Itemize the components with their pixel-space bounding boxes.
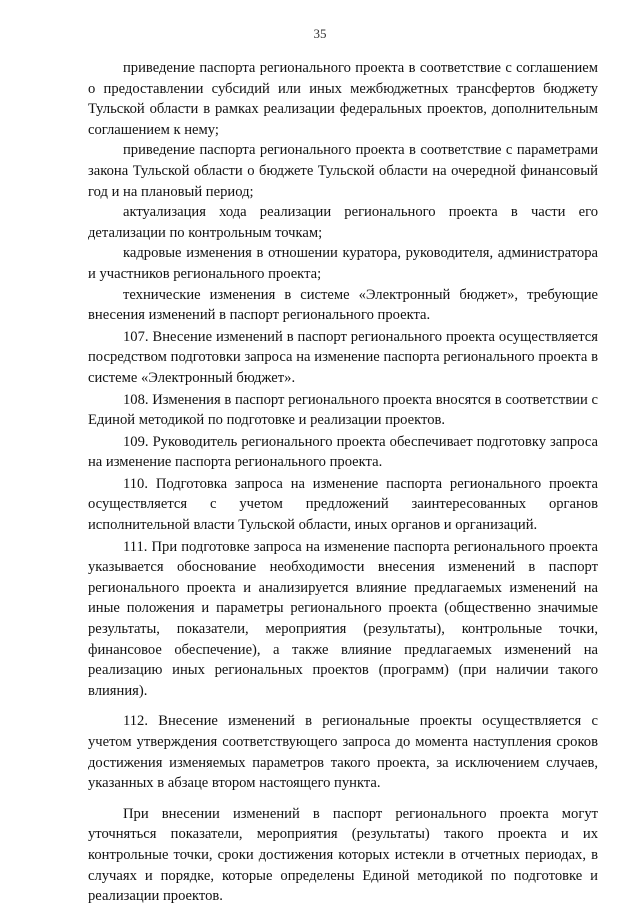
paragraph-112-part-2: При внесении изменений в паспорт регионального проекта могут уточняться показатели, мероприятия (результаты) такого проекта и их контрольные точки, сроки достижения которых истекли в отчетных периодах, в случаях и порядке, которые определены Единой методикой по подготовке и реализации проектов. <box>88 805 598 905</box>
paragraph-list-item-5: технические изменения в системе «Электронный бюджет», требующие внесения изменений в паспорт регионального проекта. <box>88 286 598 324</box>
paragraph-list-item-1: приведение паспорта регионального проекта в соответствие с соглашением о предоставлении субсидий или иных межбюджетных трансфертов бюджету Тульской области в рамках реализации федеральных проектов, дополнительным соглашением к нему; <box>88 60 598 138</box>
paragraph-112: 112. Внесение изменений в региональные проекты осуществляется с учетом утверждения соответствующего запроса до момента наступления сроков достижения изменяемых параметров такого проекта, за исключением случаев, указанных в абзаце втором настоящего пункта. <box>88 713 598 792</box>
paragraph-110: 110. Подготовка запроса на изменение паспорта регионального проекта осуществляется с учетом предложений заинтересованных органов исполнительной власти Тульской области, иных органов и организаций. <box>88 475 598 534</box>
paragraph-list-item-4: кадровые изменения в отношении куратора, руководителя, администратора и участников регионального проекта; <box>88 245 598 282</box>
paragraph-109: 109. Руководитель регионального проекта обеспечивает подготовку запроса на изменение паспорта регионального проекта. <box>88 433 598 471</box>
paragraph-108: 108. Изменения в паспорт регионального проекта вносятся в соответствии с Единой методикой по подготовке и реализации проектов. <box>88 391 598 429</box>
paragraph-list-item-3: актуализация хода реализации регионального проекта в части его детализации по контрольным точкам; <box>88 204 598 241</box>
paragraph-107: 107. Внесение изменений в паспорт регионального проекта осуществляется посредством подготовки запроса на изменение паспорта регионального проекта в системе «Электронный бюджет». <box>88 328 598 386</box>
paragraph-list-item-2: приведение паспорта регионального проекта в соответствие с параметрами закона Тульской области о бюджете Тульской области на очередной финансовый год и на плановый период; <box>88 142 598 200</box>
document-body <box>88 58 598 907</box>
page-number: 35 <box>313 26 327 41</box>
paragraph-111: 111. При подготовке запроса на изменение паспорта регионального проекта указывается обоснование необходимости внесения изменений в паспорт регионального проекта и анализируется влияние предлагаемых изменений на иные положения и параметры регионального проекта (общественно значимые результаты, показатели, мероприятия (результаты), контрольные точки, финансовое обеспечение), а также влияние предлагаемых изменений на реализацию иных региональных проектов (программ) (при наличии такого влияния). <box>88 538 598 699</box>
